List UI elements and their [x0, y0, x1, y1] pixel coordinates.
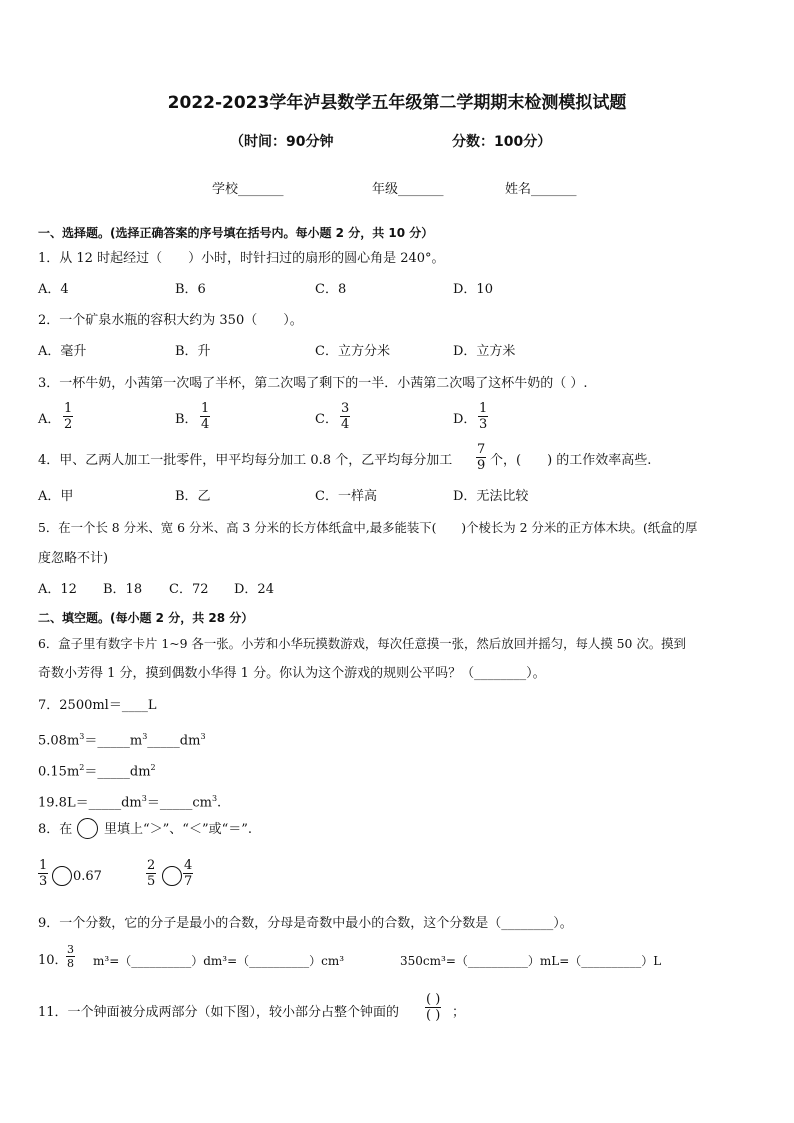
q10-fraction: $\frac{3}{8}$ — [67, 943, 74, 970]
q8-text: 里填上“＞”、“＜”或“＝”. — [104, 822, 253, 837]
q7-b-exp2: 3 — [142, 732, 148, 741]
q4-option-c[interactable]: C．一样高 — [315, 489, 377, 504]
grade-field[interactable]: 年级_______ — [372, 182, 444, 197]
q8-right-fraction1: $\frac{2}{5}$ — [147, 858, 156, 889]
q7-b-exp: 3 — [79, 732, 85, 741]
q6-text-line1: 6．盒子里有数字卡片 1~9 各一张。小芳和小华玩摸数游戏，每次任意摸一张，然后放回并摇匀，每人摸 50 次。摸到 — [38, 636, 686, 651]
q7-line-c — [38, 760, 156, 780]
q2-option-a[interactable]: A．毫升 — [38, 344, 87, 359]
q5-option-b[interactable]: B．18 — [103, 582, 143, 597]
q8-left-fraction: $\frac{1}{3}$ — [39, 858, 48, 889]
q8-right-fraction2: $\frac{4}{7}$ — [184, 858, 193, 889]
q8-left-circle[interactable] — [52, 866, 72, 886]
q4-option-b[interactable]: B．乙 — [175, 489, 211, 504]
q3-option-b[interactable]: B． — [175, 412, 198, 427]
q10-pre: 10． — [38, 953, 68, 968]
q1-text: 1．从 12 时起经过（ ）小时，时针扫过的扇形的圆心角是 240°。 — [38, 251, 445, 266]
q7-c-exp2: 2 — [150, 763, 156, 772]
q7-b-exp3: 3 — [200, 732, 206, 741]
q8-right-circle[interactable] — [162, 866, 182, 886]
q11-end: ； — [452, 1005, 466, 1020]
q11-text: 11．一个钟面被分成两部分（如下图），较小部分占整个钟面的 — [38, 1005, 400, 1020]
q1-option-c[interactable]: C．8 — [315, 282, 347, 297]
q2-option-b[interactable]: B．升 — [175, 344, 211, 359]
compare-circle-icon — [77, 818, 98, 839]
q3-option-c[interactable]: C． — [315, 412, 338, 427]
section2-heading: 二、填空题。(每小题 2 分，共 28 分） — [38, 611, 254, 625]
q7-line-b — [38, 729, 206, 749]
q5-option-d[interactable]: D．24 — [234, 582, 274, 597]
q4-text-end: 个，( ) 的工作效率高些. — [490, 453, 652, 468]
section1-heading: 一、选择题。(选择正确答案的序号填在括号内。每小题 2 分，共 10 分） — [38, 226, 434, 240]
q4-text: 4．甲、乙两人加工一批零件，甲平均每分加工 0.8 个，乙平均每分加工 — [38, 453, 453, 468]
q5-option-a[interactable]: A．12 — [38, 582, 77, 597]
q7-line-a: 7．2500ml＝____L — [38, 698, 157, 713]
q7-d-exp: 3 — [141, 794, 147, 803]
q7-b-value: 5.08m — [38, 733, 80, 749]
q3-fraction-b: $\frac{1}{4}$ — [201, 401, 210, 432]
q3-option-d[interactable]: D． — [453, 412, 477, 427]
q4-option-a[interactable]: A．甲 — [38, 489, 74, 504]
q11-fraction[interactable]: ( ) ( ) — [426, 992, 441, 1023]
q1-option-b[interactable]: B．6 — [175, 282, 206, 297]
q9-text: 9．一个分数，它的分子是最小的合数，分母是奇数中最小的合数，这个分数是（________）。 — [38, 916, 573, 931]
q3-fraction-d: $\frac{1}{3}$ — [479, 401, 488, 432]
q7-c-value: 0.15m — [38, 764, 80, 780]
name-field[interactable]: 姓名_______ — [505, 182, 577, 197]
q4-option-d[interactable]: D．无法比较 — [453, 489, 529, 504]
q7-d-blank2[interactable]: ＝_____cm — [146, 795, 212, 811]
q7-d-end: . — [217, 795, 222, 811]
q3-option-a[interactable]: A． — [38, 412, 61, 427]
q10-part1[interactable]: m³=（__________）dm³=（__________）cm³ — [93, 954, 345, 968]
q5-text-line1: 5．在一个长 8 分米、宽 6 分米、高 3 分米的长方体纸盒中,最多能装下( )个棱长为 2 分米的正方体木块。(纸盒的厚 — [38, 520, 698, 535]
q5-option-c[interactable]: C．72 — [169, 582, 209, 597]
q2-text: 2．一个矿泉水瓶的容积大约为 350（ ）。 — [38, 313, 303, 328]
q3-fraction-a: $\frac{1}{2}$ — [64, 401, 73, 432]
q10-part2[interactable]: 350cm³=（__________）mL=（__________）L — [400, 954, 662, 968]
q7-b-blank[interactable]: ＝_____m — [84, 733, 143, 749]
exam-score: 分数：100分） — [452, 134, 552, 150]
q8-left-number: 0.67 — [73, 869, 102, 884]
q7-d-blank[interactable]: 19.8L＝_____dm — [38, 795, 142, 811]
q3-fraction-c: $\frac{3}{4}$ — [341, 401, 350, 432]
q7-d-exp2: 3 — [211, 794, 218, 803]
page-title: 2022-2023学年泸县数学五年级第二学期期末检测模拟试题 — [167, 93, 627, 113]
q8-pre: 8．在 — [38, 822, 73, 837]
q1-option-d[interactable]: D．10 — [453, 282, 493, 297]
school-field[interactable]: 学校_______ — [212, 182, 284, 197]
q6-text-line2: 奇数小芳得 1 分，摸到偶数小华得 1 分。你认为这个游戏的规则公平吗？（________）。 — [38, 666, 546, 681]
q2-option-d[interactable]: D．立方米 — [453, 344, 516, 359]
q3-text: 3．一杯牛奶，小茜第一次喝了半杯，第二次喝了剩下的一半．小茜第二次喝了这杯牛奶的（ ）. — [38, 376, 588, 391]
exam-time: （时间：90分钟 — [230, 134, 334, 150]
q7-c-exp: 2 — [79, 763, 85, 772]
q1-option-a[interactable]: A．4 — [38, 282, 69, 297]
q5-text-line2: 度忽略不计) — [38, 551, 109, 566]
q2-option-c[interactable]: C．立方分米 — [315, 344, 390, 359]
q7-b-blank2[interactable]: _____dm — [147, 733, 201, 749]
q4-fraction: $\frac{7}{9}$ — [477, 442, 486, 473]
q7-c-blank[interactable]: ＝_____dm — [84, 764, 151, 780]
q7-line-d — [38, 791, 221, 811]
